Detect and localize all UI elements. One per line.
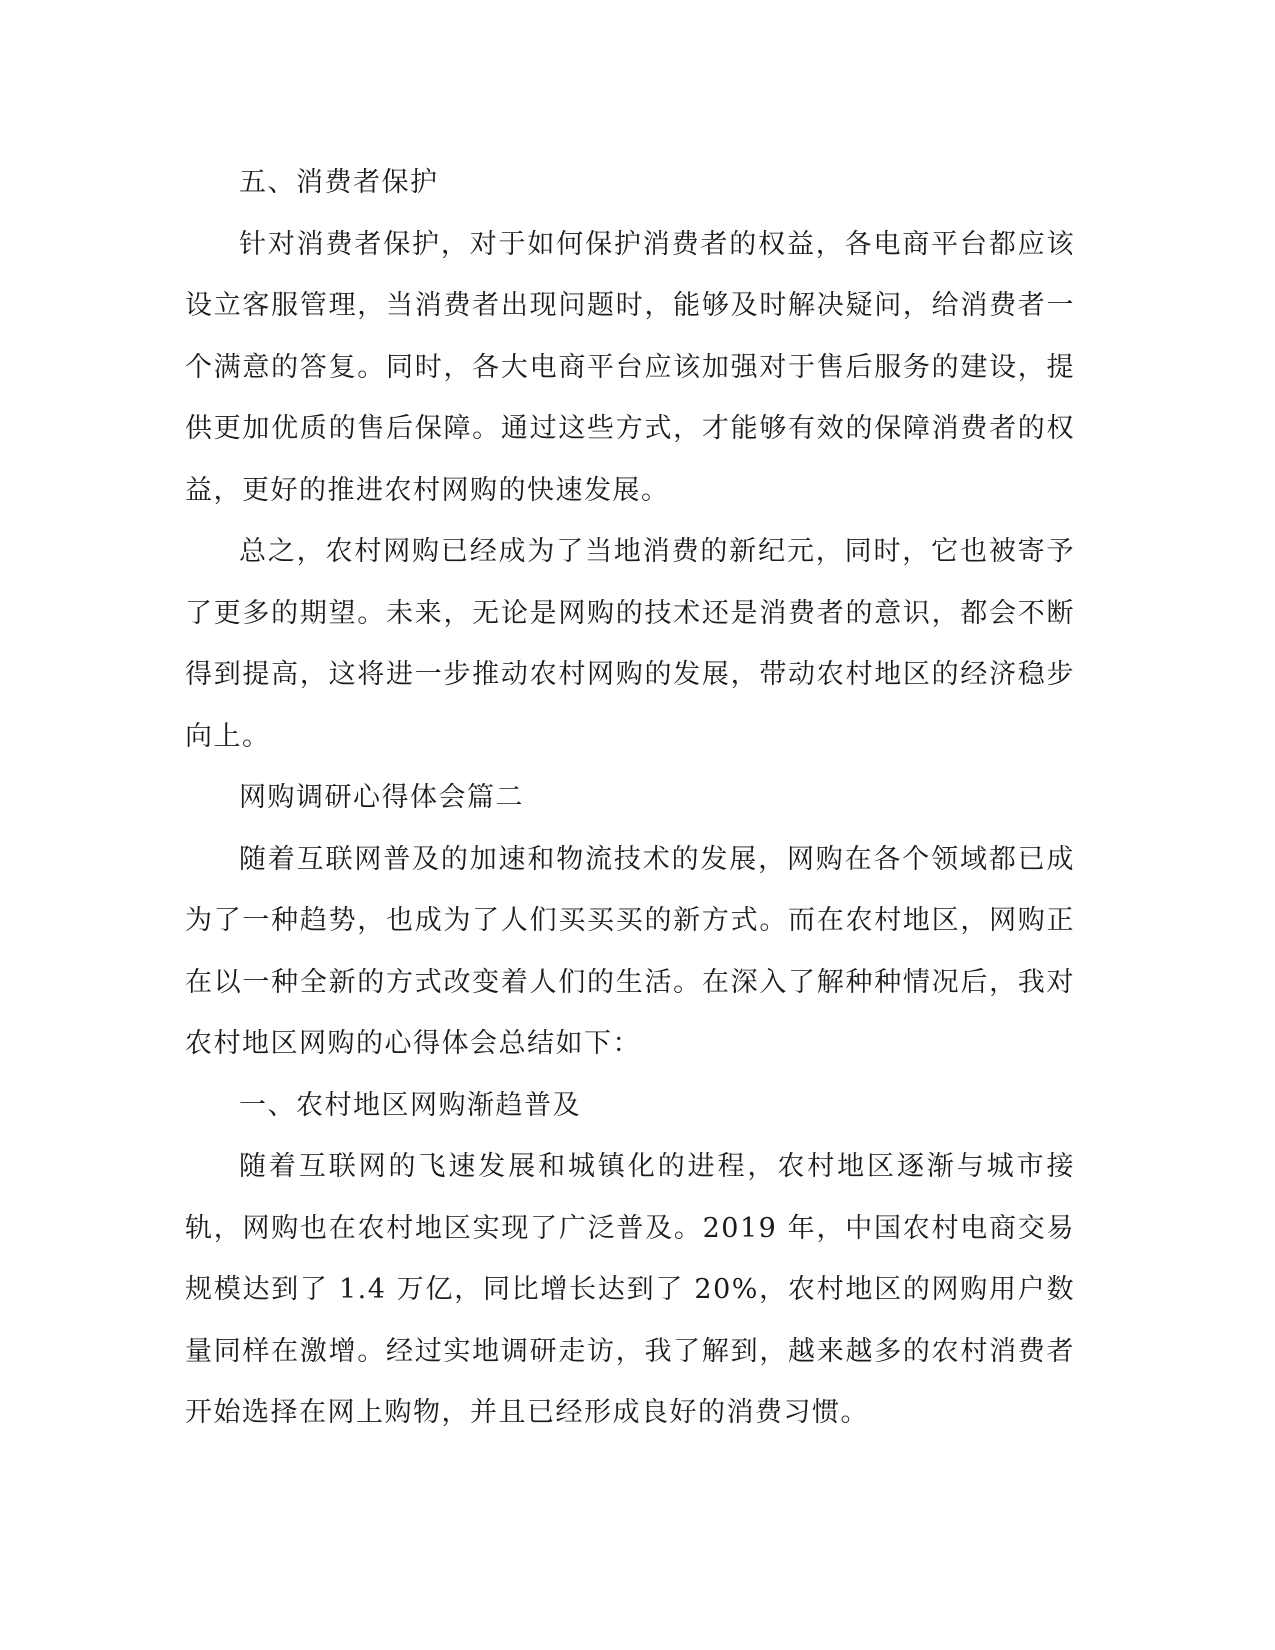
- section-heading-popularization: 一、农村地区网购渐趋普及: [239, 1089, 581, 1121]
- paragraph-popularization: 随着互联网的飞速发展和城镇化的进程，农村地区逐渐与城市接轨，网购也在农村地区实现了广泛普及。2019 年，中国农村电商交易规模达到了 1.4 万亿，同比增长达到了 20%，农村地区的网购用户数量同样在激增。经过实地调研走访，我了解到，越来越多的农村消费者开始选择在网上购物，并且已经形成良好的消费习惯。: [185, 1151, 1075, 1428]
- section-heading-part-two: 网购调研心得体会篇二: [239, 782, 524, 813]
- paragraph-conclusion: 总之，农村网购已经成为了当地消费的新纪元，同时，它也被寄予了更多的期望。未来，无论是网购的技术还是消费者的意识，都会不断得到提高，这将进一步推动农村网购的发展，带动农村地区的经济稳步向上。: [185, 536, 1075, 752]
- document-page: [185, 152, 1075, 1444]
- section-heading-consumer-protection: 五、消费者保护: [239, 167, 439, 198]
- paragraph-consumer-protection: 针对消费者保护，对于如何保护消费者的权益，各电商平台都应该设立客服管理，当消费者出现问题时，能够及时解决疑问，给消费者一个满意的答复。同时，各大电商平台应该加强对于售后服务的建设，提供更加优质的售后保障。通过这些方式，才能够有效的保障消费者的权益，更好的推进农村网购的快速发展。: [185, 228, 1075, 506]
- paragraph-intro-part-two: 随着互联网普及的加速和物流技术的发展，网购在各个领域都已成为了一种趋势，也成为了人们买买买的新方式。而在农村地区，网购正在以一种全新的方式改变着人们的生活。在深入了解种种情况后，我对农村地区网购的心得体会总结如下：: [185, 843, 1075, 1059]
